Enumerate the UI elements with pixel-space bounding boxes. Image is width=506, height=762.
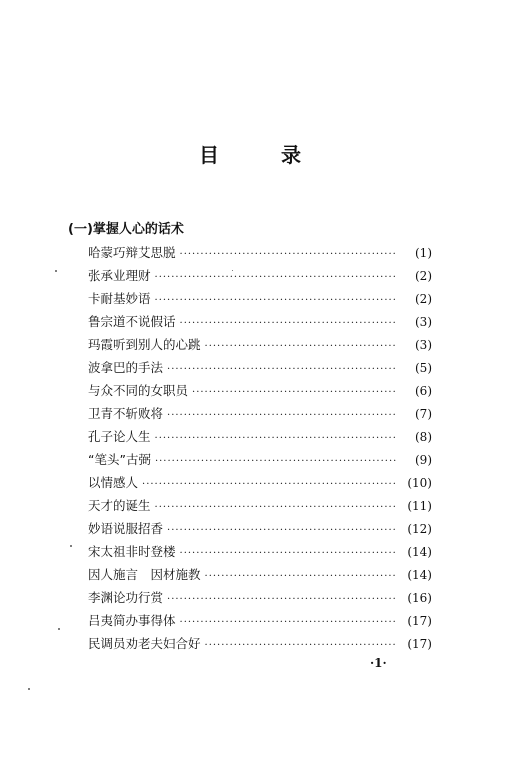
toc-entry [88,540,432,563]
dot-leader [142,473,396,496]
toc-title-char-1: 目 [199,143,219,167]
toc-entry-page: (12) [407,522,432,536]
toc-entry [88,402,432,425]
toc-title-char-2: 录 [281,143,301,167]
scan-speck [28,688,30,690]
toc-entry-title: 与众不同的女职员 [88,383,189,398]
toc-entry [88,241,432,264]
toc-entry-page: (17) [407,637,432,651]
toc-entry-page: (3) [415,338,432,352]
toc-entry-title: 鲁宗道不说假话 [88,314,176,329]
dot-leader [155,427,396,450]
toc-entry-page: (7) [415,407,432,421]
toc-entry [88,632,432,655]
toc-entry-page: (17) [407,614,432,628]
scan-speck [55,270,57,272]
dot-leader [180,611,396,634]
dot-leader [155,496,396,519]
toc-list [88,241,432,655]
toc-entry-title: 天才的诞生 [88,498,151,513]
scan-speck [70,545,72,547]
dot-leader [205,335,396,358]
toc-entry [88,356,432,379]
toc-entry-page: (6) [415,384,432,398]
toc-entry [88,264,432,287]
toc-entry-title: 妙语说服招香 [88,521,164,536]
dot-leader [192,381,396,404]
toc-entry [88,609,432,632]
toc-entry-page: (14) [407,568,432,582]
toc-entry-title: 张承业理财 [88,268,151,283]
dot-leader [155,289,396,312]
toc-entry-title: 吕夷简办事得体 [88,613,176,628]
toc-entry [88,586,432,609]
dot-leader [155,450,396,473]
toc-entry-page: (11) [407,499,432,513]
toc-entry [88,310,432,333]
toc-entry [88,448,432,471]
toc-entry [88,471,432,494]
toc-entry-page: (3) [415,315,432,329]
toc-entry-title: 哈蒙巧辩艾思脱 [88,245,176,260]
toc-entry [88,425,432,448]
toc-entry [88,379,432,402]
toc-entry-page: (5) [415,361,432,375]
dot-leader [180,243,396,266]
toc-entry-page: (1) [415,246,432,260]
toc-entry-page: (10) [407,476,432,490]
toc-title [0,140,506,170]
dot-leader [167,358,396,381]
toc-entry-title: 卡耐基妙语 [88,291,151,306]
dot-leader [155,266,396,289]
dot-leader [205,634,396,657]
dot-leader [180,542,396,565]
scan-speck [58,628,60,630]
toc-entry-title: 民调员劝老夫妇合好 [88,636,201,651]
toc-entry-page: (14) [407,545,432,559]
toc-entry-title: “笔头”古弼 [88,452,151,467]
toc-entry [88,333,432,356]
toc-entry-title: 卫青不斩败将 [88,406,164,421]
toc-entry-page: (16) [407,591,432,605]
dot-leader [167,588,396,611]
toc-entry-title: 李渊论功行赏 [88,590,164,605]
dot-leader [205,565,396,588]
toc-entry-page: (2) [415,292,432,306]
toc-entry-title: 宋太祖非时登楼 [88,544,176,559]
toc-entry-page: (2) [415,269,432,283]
toc-entry-page: (9) [415,453,432,467]
toc-entry-title: 以情感人 [88,475,139,490]
toc-entry [88,287,432,310]
dot-leader [167,519,396,542]
dot-leader [180,312,396,335]
scan-speck [232,270,233,271]
toc-entry-title: 波拿巴的手法 [88,360,164,375]
toc-entry-title: 因人施言 因材施教 [88,567,201,582]
dot-leader [167,404,396,427]
section-heading: (一)掌握人心的话术 [68,222,184,237]
toc-entry-title: 玛霞听到别人的心跳 [88,337,201,352]
toc-entry [88,563,432,586]
page-number: ·1· [370,656,387,670]
toc-entry [88,494,432,517]
toc-entry [88,517,432,540]
toc-entry-title: 孔子论人生 [88,429,151,444]
toc-entry-page: (8) [415,430,432,444]
